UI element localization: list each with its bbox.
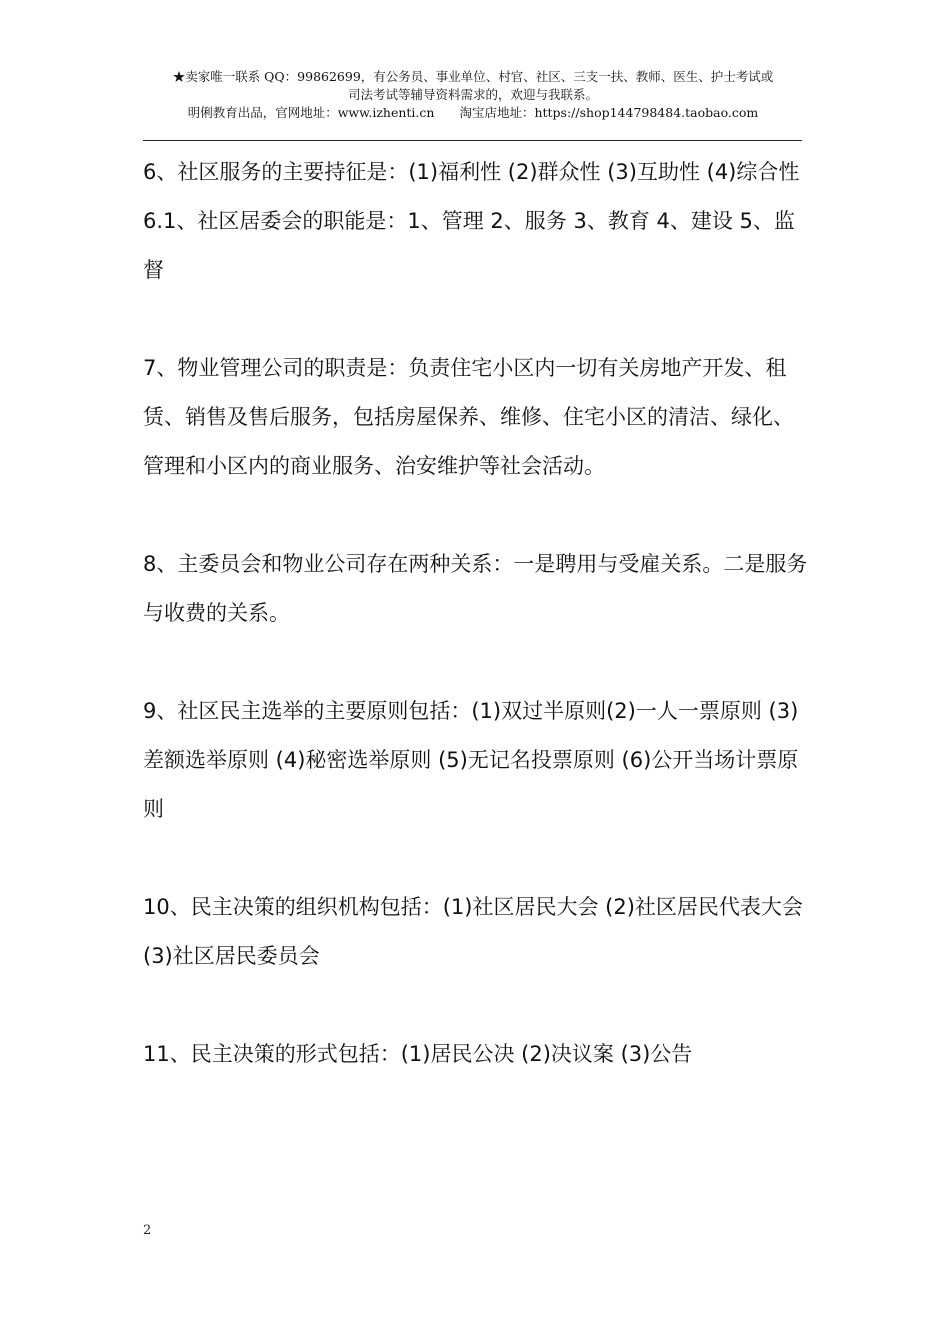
paragraph-spacer xyxy=(143,638,808,687)
page-header xyxy=(143,68,803,122)
paragraph-spacer xyxy=(143,981,808,1030)
document-body xyxy=(143,148,808,1079)
paragraph-spacer xyxy=(143,491,808,540)
header-website-line: 明俐教育出品，官网地址：www.izhenti.cn 淘宝店地址：https://shop144798484.taobao.com xyxy=(187,105,759,120)
paragraph-7: 7、物业管理公司的职责是：负责住宅小区内一切有关房地产开发、租赁、销售及售后服务，包括房屋保养、维修、住宅小区的清洁、绿化、管理和小区内的商业服务、治安维护等社会活动。 xyxy=(143,356,794,478)
header-contact-line: ★卖家唯一联系 QQ：99862699，有公务员、事业单位、村官、社区、三支一扶、教师、医生、护士考试或 xyxy=(172,69,774,84)
paragraph-spacer xyxy=(143,834,808,883)
header-divider xyxy=(143,140,802,141)
paragraph-6-1: 6.1、社区居委会的职能是：1、管理 2、服务 3、教育 4、建设 5、监督 xyxy=(143,209,795,282)
paragraph-9: 9、社区民主选举的主要原则包括：(1)双过半原则(2)一人一票原则 (3)差额选举原则 (4)秘密选举原则 (5)无记名投票原则 (6)公开当场计票原则 xyxy=(143,699,799,821)
paragraph-10: 10、民主决策的组织机构包括：(1)社区居民大会 (2)社区居民代表大会 (3)社区居民委员会 xyxy=(143,895,803,968)
header-contact-line-2: 司法考试等辅导资料需求的，欢迎与我联系。 xyxy=(347,87,598,102)
paragraph-spacer xyxy=(143,295,808,344)
paragraph-8: 8、主委员会和物业公司存在两种关系：一是聘用与受雇关系。二是服务与收费的关系。 xyxy=(143,552,808,625)
paragraph-11: 11、民主决策的形式包括：(1)居民公决 (2)决议案 (3)公告 xyxy=(143,1042,693,1066)
paragraph-6: 6、社区服务的主要持征是：(1)福利性 (2)群众性 (3)互助性 (4)综合性 xyxy=(143,160,800,184)
page-number: 2 xyxy=(143,1223,152,1238)
